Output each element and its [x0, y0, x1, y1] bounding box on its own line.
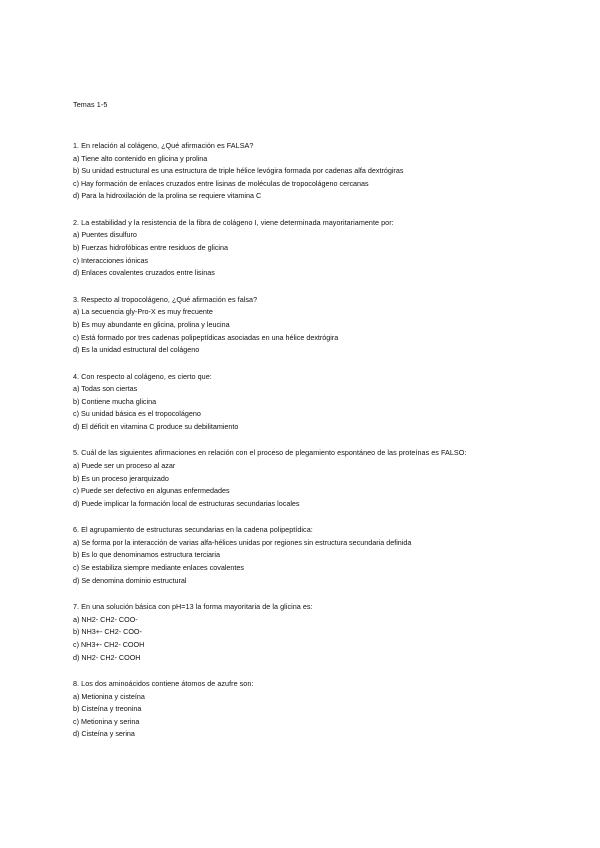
- option-b: b) Es un proceso jerarquizado: [73, 473, 169, 483]
- question-text: 2. La estabilidad y la resistencia de la fibra de colágeno I, viene determinada mayoritariamente por:: [73, 217, 394, 227]
- option-d: d) Enlaces covalentes cruzados entre lisinas: [73, 268, 215, 278]
- question-text: 4. Con respecto al colágeno, es cierto que:: [73, 371, 212, 381]
- option-a: a) Metionina y cisteína: [73, 691, 145, 701]
- question-text: 1. En relación al colágeno, ¿Qué afirmación es FALSA?: [73, 141, 254, 150]
- option-c: c) Metionina y serina: [73, 716, 140, 726]
- question-text: 7. En una solución básica con pH=13 la forma mayoritaria de la glicina es:: [73, 602, 313, 612]
- option-b: b) NH3+- CH2- COO-: [73, 627, 142, 637]
- option-a: a) Se forma por la interacción de varias alfa-hélices unidas por regiones sin estructura secundaria definida: [73, 537, 412, 547]
- option-b: b) Su unidad estructural es una estructura de triple hélice levógira formada por cadenas alfa dextrógiras: [73, 166, 404, 176]
- option-c: c) Está formado por tres cadenas polipeptídicas asociadas en una hélice dextrógira: [73, 332, 339, 342]
- option-d: d) Es la unidad estructural del colágeno: [73, 345, 200, 355]
- option-d: d) Puede implicar la formación local de estructuras secundarias locales: [73, 498, 300, 508]
- question-6: [73, 524, 573, 587]
- option-d: d) Para la hidroxilación de la prolina se requiere vitamina C: [73, 191, 262, 201]
- option-c: c) Se estabiliza siempre mediante enlaces covalentes: [73, 563, 244, 573]
- question-7: [73, 601, 573, 664]
- question-8: [73, 678, 573, 741]
- option-d: d) Se denomina dominio estructural: [73, 575, 187, 585]
- option-a: a) La secuencia gly-Pro-X es muy frecuente: [73, 307, 213, 317]
- option-b: b) Fuerzas hidrofóbicas entre residuos de glicina: [73, 243, 229, 253]
- question-text: 8. Los dos aminoácidos contiene átomos de azufre son:: [73, 679, 254, 689]
- option-c: c) NH3+- CH2- COOH: [73, 639, 145, 649]
- option-d: d) Cisteína y serina: [73, 729, 135, 739]
- question-1: [73, 140, 573, 203]
- question-text: 5. Cuál de las siguientes afirmaciones en relación con el proceso de plegamiento espontáneo de las proteínas es FALSO:: [73, 448, 467, 458]
- question-4: [73, 371, 573, 434]
- option-c: c) Interacciones iónicas: [73, 255, 149, 265]
- option-d: d) El déficit en vitamina C produce su debilitamiento: [73, 421, 239, 431]
- option-a: a) Puede ser un proceso al azar: [73, 461, 176, 471]
- question-2: [73, 217, 573, 280]
- question-text: 3. Respecto al tropocolágeno, ¿Qué afirmación es falsa?: [73, 294, 258, 304]
- page-title: Temas 1-5: [73, 100, 108, 109]
- option-c: c) Hay formación de enlaces cruzados entre lisinas de moléculas de tropocolágeno cercanas: [73, 178, 369, 188]
- option-a: a) Puentes disulfuro: [73, 230, 137, 240]
- question-5: [73, 447, 573, 510]
- option-c: c) Su unidad básica es el tropocolágeno: [73, 409, 201, 419]
- option-a: a) NH2- CH2- COO-: [73, 614, 138, 624]
- option-c: c) Puede ser defectivo en algunas enfermedades: [73, 486, 230, 496]
- option-a: a) Tiene alto contenido en glicina y prolina: [73, 153, 208, 163]
- question-text: 6. El agrupamiento de estructuras secundarias en la cadena polipeptídica:: [73, 525, 313, 535]
- option-b: b) Es lo que denominamos estructura terciaria: [73, 550, 221, 560]
- question-3: [73, 294, 573, 357]
- option-b: b) Contiene mucha glicina: [73, 396, 157, 406]
- question-list: [73, 140, 573, 755]
- option-d: d) NH2- CH2- COOH: [73, 652, 141, 662]
- option-b: b) Cisteína y treonina: [73, 704, 142, 714]
- option-a: a) Todas son ciertas: [73, 384, 138, 394]
- option-b: b) Es muy abundante en glicina, prolina y leucina: [73, 319, 230, 329]
